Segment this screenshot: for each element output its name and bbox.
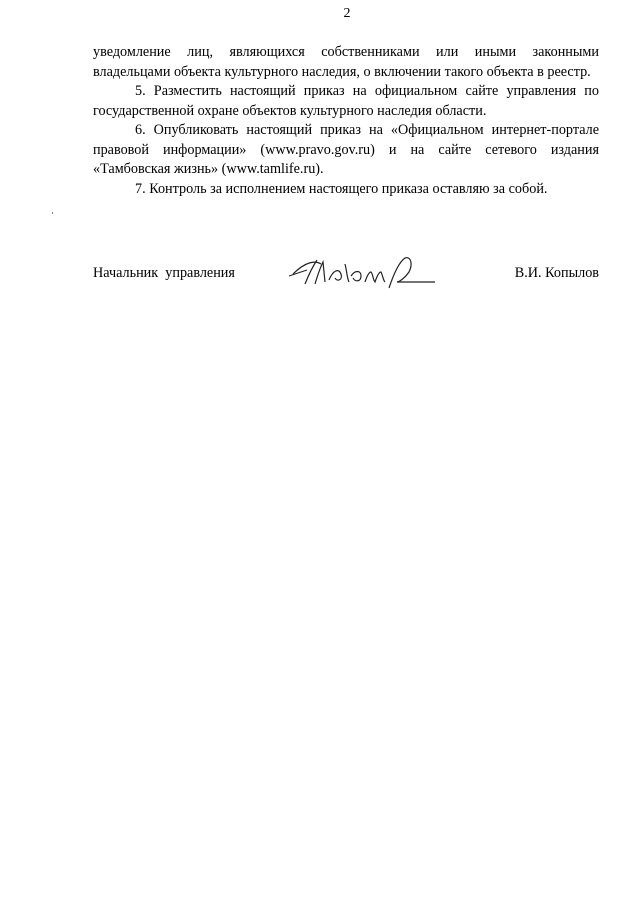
margin-mark [52, 212, 53, 214]
signatory-name: В.И. Копылов [514, 265, 599, 281]
paragraph-item-6: 6. Опубликовать настоящий приказ на «Официальном интернет-портале правовой информации» (www.pravo.gov.ru) и на сайте сетевого издания «Тамбовская жизнь» (www.tamlife.ru). [93, 122, 599, 177]
handwritten-signature [285, 252, 445, 292]
signature-block [93, 252, 599, 292]
paragraph-continuation: уведомление лиц, являющихся собственниками или иными законными владельцами объекта культурного наследия, о включении такого объекта в реестр. [93, 44, 599, 80]
paragraph-item-5: 5. Разместить настоящий приказ на официальном сайте управления по государственной охране объектов культурного наследия области. [93, 83, 599, 119]
page-number: 2 [343, 6, 351, 21]
document-body [93, 43, 599, 199]
signatory-title: Начальник управления [93, 265, 235, 281]
paragraph-item-7: 7. Контроль за исполнением настоящего приказа оставляю за собой. [135, 180, 548, 197]
